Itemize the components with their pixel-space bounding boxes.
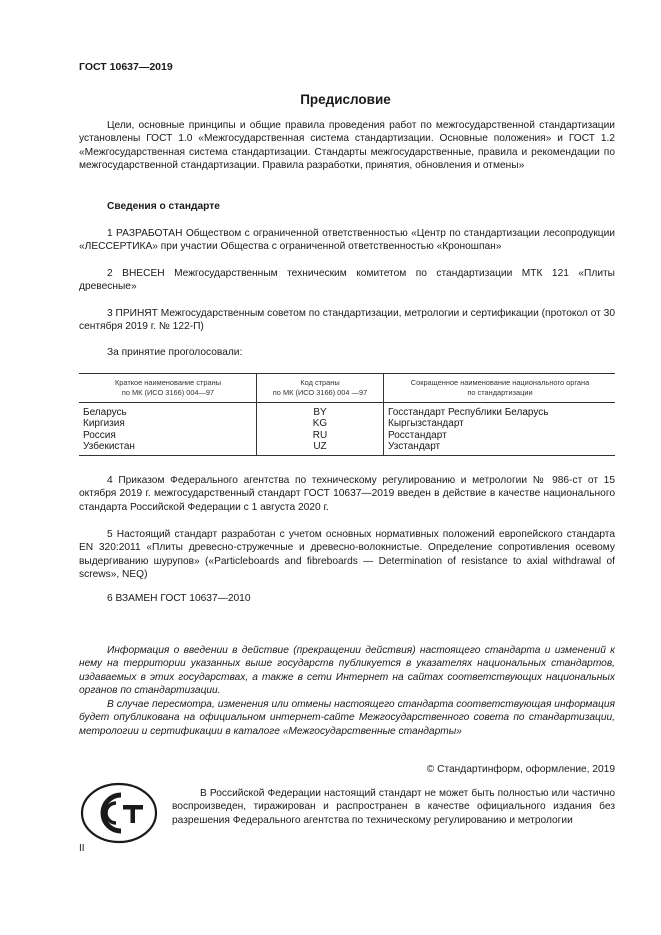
document-code-header: ГОСТ 10637—2019 [79,61,173,73]
item-enacted: 4 Приказом Федерального агентства по техническому регулированию и метрологии № 986-ст от 15 октября 2019 г. межгосударственный стандарт ГОСТ 10637—2019 введен в действие в качестве национального стандарта Российской Федерации с 1 августа 2020 г. [79,475,615,513]
organization-cell: Узстандарт [384,441,616,455]
reproduction-notice: В Российской Федерации настоящий стандарт не может быть полностью или частично воспроизведен, тиражирован и распространен в качестве официального издания без разрешения Федерального агентства по техническому регулированию и метрологии [172,788,615,826]
column-header-code-line1: Код страны [300,378,340,387]
code-cell: RU [257,430,384,441]
column-header-country [79,374,257,403]
organization-cell: Госстандарт Республики Беларусь [384,403,616,419]
code-cell: KG [257,418,384,429]
column-header-org-line2: по стандартизации [467,388,533,397]
rst-certification-mark-icon [79,781,159,845]
info-revision-paragraph: В случае пересмотра, изменения или отмены настоящего стандарта соответствующая информация будет опубликована на официальном интернет-сайте Межгосударственного совета по стандартизации, метрологии и сертификации в каталоге «Межгосударственные стандарты» [79,699,615,737]
table-row [79,418,615,429]
voted-label: За принятие проголосовали: [107,347,243,358]
country-cell: Киргизия [83,418,125,430]
country-cell: Россия [83,429,116,441]
code-cell: BY [257,403,384,419]
page-number: II [79,843,85,854]
column-header-country-line1: Краткое наименование страны [114,378,222,387]
item-developed: 1 РАЗРАБОТАН Обществом с ограниченной ответственностью «Центр по стандартизации лесопродукции «ЛЕССЕРТИКА» при участии Общества с ограниченной ответственностью «Кроношпан» [79,228,615,253]
table-row [79,403,615,419]
item-introduced: 2 ВНЕСЕН Межгосударственным техническим комитетом по стандартизации МТК 121 «Плиты древесные» [79,268,615,293]
item-adopted: 3 ПРИНЯТ Межгосударственным советом по стандартизации, метрологии и сертификации (протокол от 30 сентября 2019 г. № 122-П) [79,308,615,333]
column-header-organization [384,374,616,403]
column-header-code-line2: по МК (ИСО 3166) 004 —97 [272,388,368,397]
table-header-row [79,374,615,403]
section-heading: Сведения о стандарте [107,201,220,212]
page-title: Предисловие [300,92,391,107]
column-header-country-line2: по МК (ИСО 3166) 004—97 [121,388,215,397]
info-publication-paragraph: Информация о введении в действие (прекращении действия) настоящего стандарта и изменений к нему на территории указанных выше государств публикуется в указателях национальных стандартов, издаваемых в этих государствах, а также в сети Интернет на сайтах соответствующих национальных органов по стандартизации. [79,645,615,697]
country-cell: Беларусь [83,407,127,418]
organization-cell: Росстандарт [384,430,616,441]
column-header-code [257,374,384,403]
country-cell: Узбекистан [79,441,257,455]
table-row [79,441,615,455]
organization-cell: Кыргызстандарт [384,418,616,429]
column-header-org-line1: Сокращенное наименование национального органа [410,378,590,387]
item-replaces: 6 ВЗАМЕН ГОСТ 10637—2010 [107,593,251,604]
copyright-line: © Стандартинформ, оформление, 2019 [426,764,615,775]
intro-paragraph: Цели, основные принципы и общие правила проведения работ по межгосударственной стандартизации установлены ГОСТ 1.0 «Межгосударственная система стандартизации. Основные положения» и ГОСТ 1.2 «Межгосударственная система стандартизации. Стандарты межгосударственные, правила и рекомендации по межгосударственной стандартизации. Правила разработки, принятия, обновления и отмены» [79,120,615,172]
table-row [79,430,615,441]
item-basis: 5 Настоящий стандарт разработан с учетом основных нормативных положений европейского стандарта EN 320:2011 «Плиты древесно-стружечные и древесно-волокнистые. Определение сопротивления осевому выдергиванию шурупов» («Particleboards and fibreboards — Determination of resistance to axial withdrawal of screws», NEQ) [79,529,615,581]
voting-table [79,373,615,456]
code-cell: UZ [257,441,384,455]
